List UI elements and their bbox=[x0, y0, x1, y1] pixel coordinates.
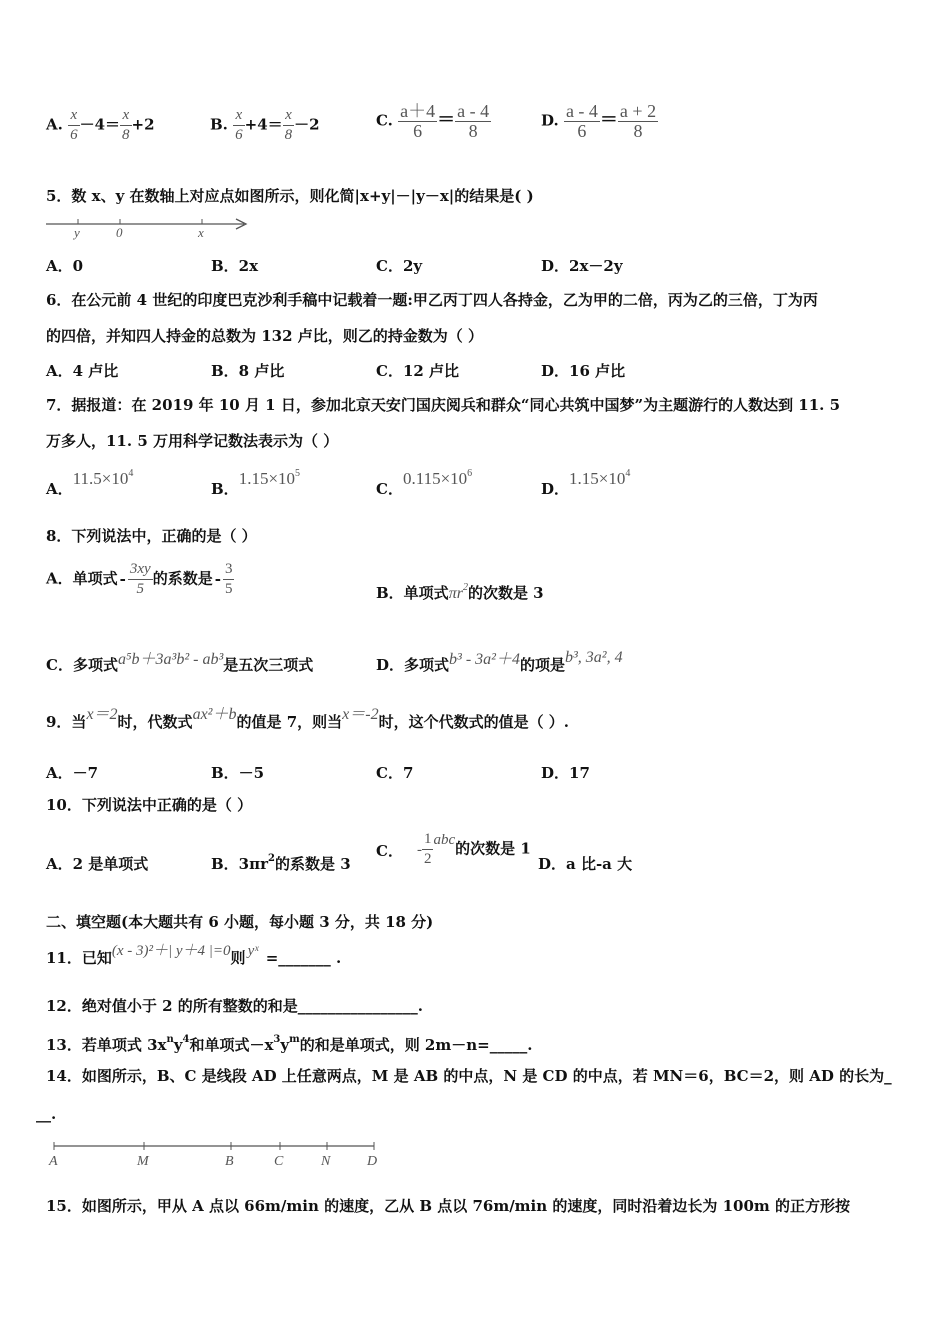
q7-line-1: 7．据报道：在 2019 年 10 月 1 日，参加北京天安门国庆阅兵和群众“同心共筑中国梦”为主题游行的人数达到 11. 5 bbox=[46, 396, 841, 414]
q5-option-b: B．2x bbox=[211, 257, 259, 275]
q14-label-d: D bbox=[367, 1154, 378, 1169]
q5-option-a: A．0 bbox=[46, 257, 84, 275]
q4-option-d: D. $\frac{a - 4}{6}$ ＝ $\frac{a + 2}{8}$ bbox=[541, 101, 657, 141]
q10-option-b: B．$3\pi r^2$的系数是 3 bbox=[211, 853, 351, 873]
q9-option-c: C．7 bbox=[376, 764, 414, 782]
section-2-heading: 二、填空题(本大题共有 6 小题，每小题 3 分，共 18 分) bbox=[46, 913, 434, 931]
q10-stem: 10．下列说法中正确的是（ ） bbox=[46, 796, 253, 814]
q13: 13．若单项式 $3x^ny^4$和单项式$-x^3y^m$的和是单项式，则 2m－n=_____. bbox=[46, 1034, 533, 1054]
q5-option-d: D．2x－2y bbox=[541, 257, 623, 275]
q15: 15．如图所示，甲从 A 点以 66m/min 的速度，乙从 B 点以 76m/min 的速度，同时沿着边长为 100m 的正方形按 bbox=[46, 1197, 850, 1215]
q14-label-n: N bbox=[321, 1154, 331, 1169]
q11: 11．已知(x - 3)²＋| y＋4 |=0则 yˣ =_______ . bbox=[46, 943, 342, 967]
q4-option-a: A. $\frac{x}{6}$ －4＝ $\frac{x}{8}$ +2 bbox=[46, 107, 155, 143]
q7-option-a: A．$11.5\times 10^4$ bbox=[46, 468, 134, 498]
q7-option-d: D．$1.15\times 10^4$ bbox=[541, 468, 631, 498]
q9-option-b: B．－5 bbox=[211, 764, 265, 782]
q10-option-d: D．a 比-a 大 bbox=[538, 855, 633, 873]
q10-option-c: C． - $\frac{1}{2}$ abc的次数是 1 bbox=[376, 831, 531, 867]
q5-number-line bbox=[44, 214, 254, 242]
q7-option-c: C．$0.115\times 10^6$ bbox=[376, 468, 473, 498]
q5-axis-label-x: x bbox=[198, 225, 204, 240]
q6-option-b: B．8 卢比 bbox=[211, 362, 285, 380]
q6-option-a: A．4 卢比 bbox=[46, 362, 119, 380]
q14-label-c: C bbox=[274, 1154, 284, 1169]
q12: 12．绝对值小于 2 的所有整数的和是________________. bbox=[46, 997, 423, 1015]
q6-option-d: D．16 卢比 bbox=[541, 362, 626, 380]
q6-line-2: 的四倍，并知四人持金的总数为 132 卢比，则乙的持金数为（ ） bbox=[46, 327, 483, 345]
q14-line-2: __. bbox=[36, 1105, 57, 1123]
q8-option-a: A．单项式 - $\frac{3xy}{5}$ 的系数是 - $\frac{3}{5}$ bbox=[46, 561, 233, 597]
q14-line-1: 14．如图所示，B、C 是线段 AD 上任意两点，M 是 AB 的中点，N 是 CD 的中点，若 MN＝6，BC＝2，则 AD 的长为_ bbox=[46, 1067, 892, 1085]
q5-stem: 5．数 x、y 在数轴上对应点如图所示，则化简|x+y|－|y－x|的结果是( ) bbox=[46, 187, 534, 205]
q5-axis-label-y: y bbox=[74, 225, 80, 240]
q4-option-b: B. $\frac{x}{6}$ +4＝ $\frac{x}{8}$ －2 bbox=[210, 107, 320, 143]
q14-label-b: B bbox=[225, 1154, 234, 1169]
q8-option-d: D．多项式b³ - 3a²＋4的项是b³, 3a², 4 bbox=[376, 649, 623, 674]
q14-label-a: A bbox=[49, 1154, 58, 1169]
q9-option-a: A．－7 bbox=[46, 764, 99, 782]
q8-option-b: B．单项式$\pi r^2$的次数是 3 bbox=[376, 582, 544, 602]
q9-option-d: D．17 bbox=[541, 764, 590, 782]
q9-stem: 9．当x＝2时，代数式ax²＋b的值是 7，则当x＝-2时，这个代数式的值是（ ）. bbox=[46, 706, 570, 731]
q6-line-1: 6．在公元前 4 世纪的印度巴克沙利手稿中记载着一题:甲乙丙丁四人各持金，乙为甲的二倍，丙为乙的三倍，丁为丙 bbox=[46, 291, 818, 309]
q8-option-c: C．多项式a⁵b＋3a³b² - ab³是五次三项式 bbox=[46, 651, 314, 674]
q4-option-c: C. $\frac{a+4}{6}$ ＝ $\frac{a - 4}{8}$ bbox=[376, 101, 490, 141]
q7-option-b: B．$1.15\times 10^5$ bbox=[211, 468, 301, 498]
q14-label-m: M bbox=[137, 1154, 149, 1169]
q14-segment-diagram bbox=[44, 1140, 384, 1170]
q8-stem: 8．下列说法中，正确的是（ ） bbox=[46, 527, 257, 545]
q10-option-a: A．2 是单项式 bbox=[46, 855, 149, 873]
q6-option-c: C．12 卢比 bbox=[376, 362, 460, 380]
q7-line-2: 万多人，11. 5 万用科学记数法表示为（ ） bbox=[46, 432, 339, 450]
q5-axis-label-0: 0 bbox=[116, 225, 123, 240]
q5-option-c: C．2y bbox=[376, 257, 423, 275]
